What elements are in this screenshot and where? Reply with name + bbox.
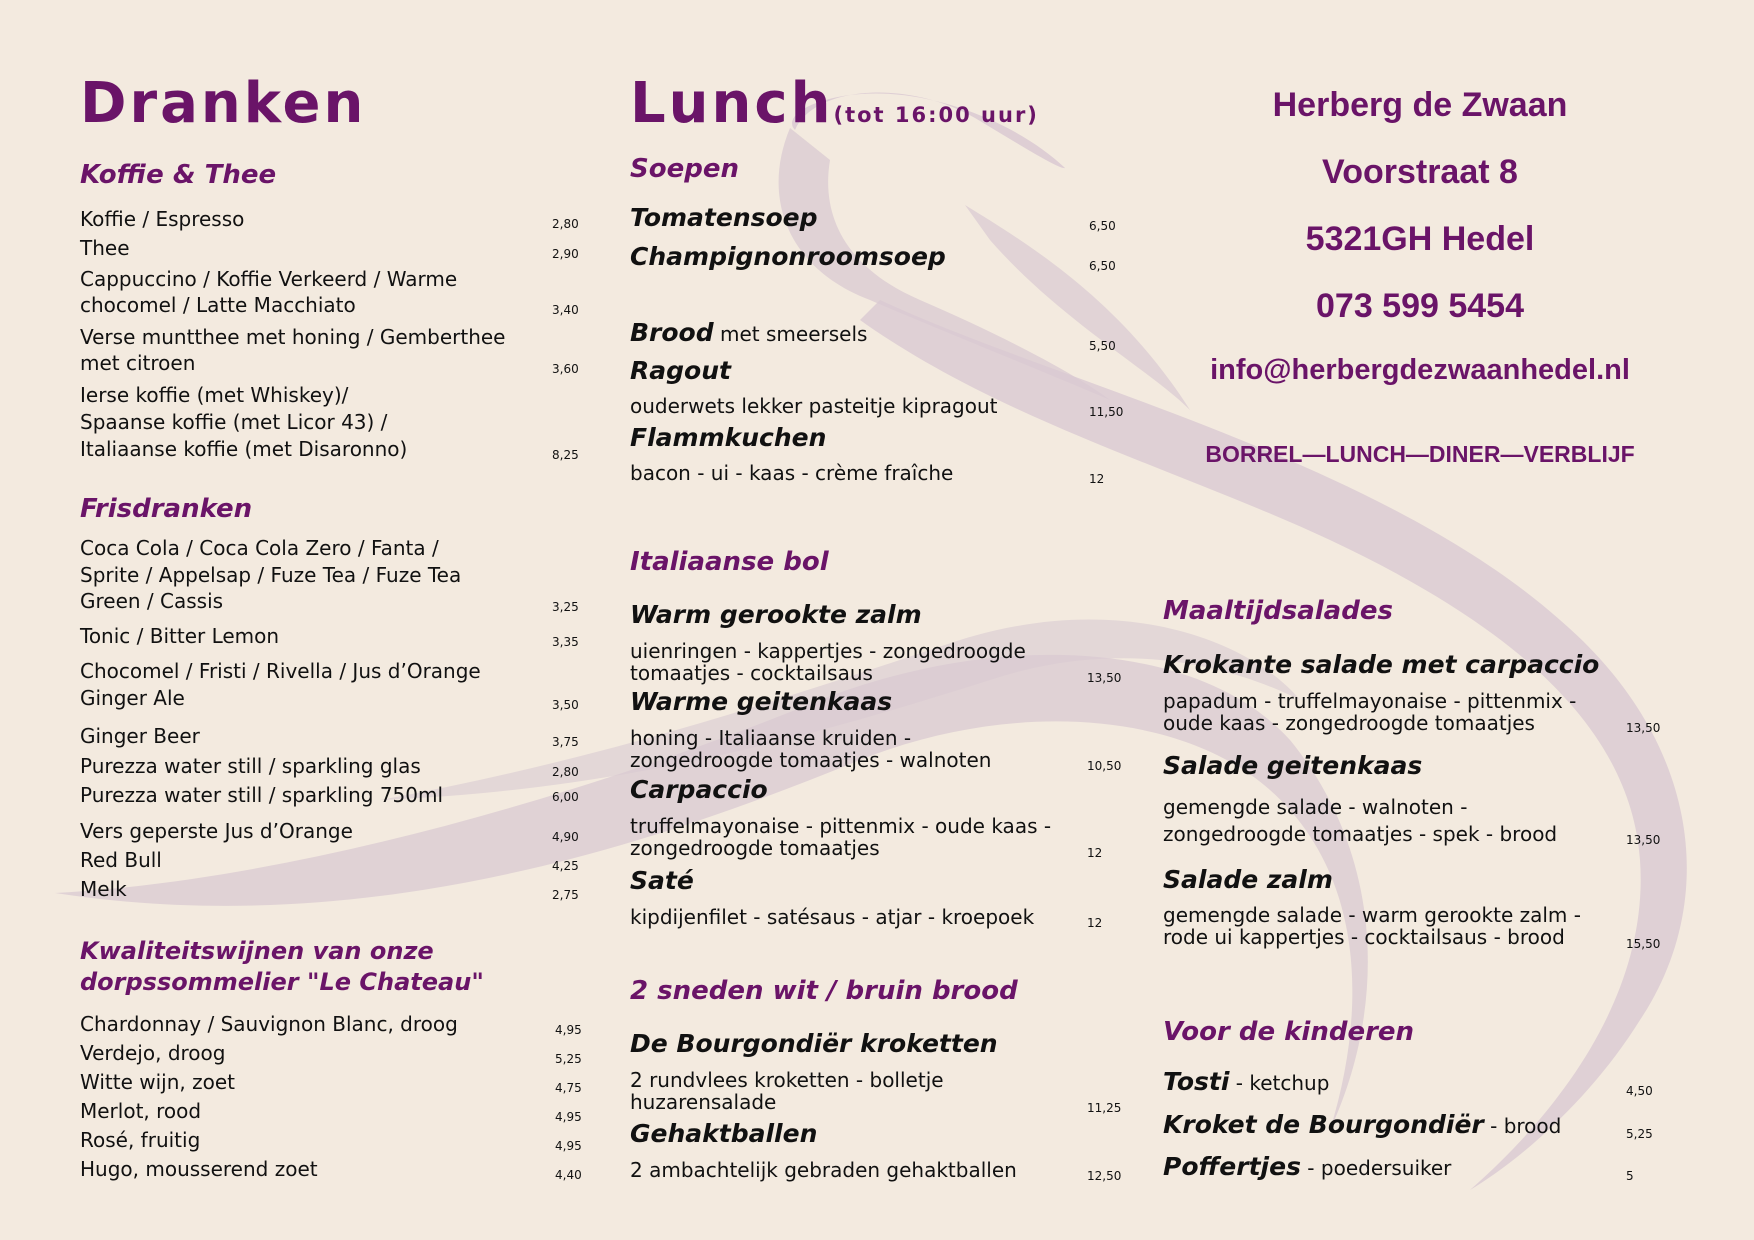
salades-heading: Maaltijdsalades	[1163, 596, 1393, 626]
sneden-item-name: Gehaktballen	[630, 1119, 818, 1148]
fris-item-price: 4,25	[552, 859, 579, 873]
brood-name: Brood	[630, 318, 714, 347]
salade-item-desc: gemengde salade - walnoten -	[1163, 795, 1468, 819]
wijn-item-name: Rosé, fruitig	[80, 1128, 201, 1152]
koffie-item-name: Cappuccino / Koffie Verkeerd / Warme	[80, 267, 458, 291]
brood-desc: met smeersels	[713, 322, 868, 346]
soepen-heading: Soepen	[630, 154, 739, 184]
bol-item-price: 10,50	[1087, 759, 1122, 773]
soep-item-price: 6,50	[1089, 259, 1116, 273]
kinder-item-desc: - brood	[1483, 1114, 1562, 1138]
bol-item-desc: honing - Italiaanse kruiden -	[630, 726, 912, 750]
koffie-item-price: 8,25	[552, 448, 579, 462]
kinderen-heading: Voor de kinderen	[1163, 1017, 1415, 1047]
kinder-item	[1163, 1152, 1451, 1182]
koffie-item-name: chocomel / Latte Macchiato	[80, 293, 356, 317]
kinder-item	[1163, 1067, 1329, 1097]
flamm-desc: bacon - ui - kaas - crème fraîche	[630, 461, 954, 485]
fris-item-name: Purezza water still / sparkling glas	[80, 754, 421, 778]
kinder-item-price: 5	[1626, 1169, 1634, 1183]
koffie-item-name: Verse muntthee met honing / Gemberthee	[80, 325, 506, 349]
fris-item-name: Vers geperste Jus d’Orange	[80, 819, 353, 843]
wijn-item-name: Chardonnay / Sauvignon Blanc, droog	[80, 1012, 458, 1036]
lunch-title-text: Lunch	[630, 71, 834, 136]
bol-heading: Italiaanse bol	[630, 547, 829, 577]
bol-item-desc: uienringen - kappertjes - zongedroogde	[630, 639, 1026, 663]
bol-item-name: Warm gerookte zalm	[630, 600, 922, 629]
salade-item-price: 13,50	[1626, 721, 1661, 735]
fris-heading: Frisdranken	[80, 494, 253, 524]
ragout-price: 11,50	[1089, 405, 1124, 419]
wijn-item-name: Hugo, mousserend zoet	[80, 1157, 318, 1181]
salade-item-desc: zongedroogde tomaatjes - spek - brood	[1163, 822, 1558, 846]
wijn-item-price: 4,95	[555, 1139, 582, 1153]
email-link[interactable]: info@herbergdezwaanhedel.nl	[1210, 354, 1630, 386]
koffie-item-price: 2,80	[552, 217, 579, 231]
address-street: Voorstraat 8	[1322, 153, 1518, 191]
fris-item-name: Purezza water still / sparkling 750ml	[80, 783, 444, 807]
wijn-item-price: 4,95	[555, 1110, 582, 1124]
bol-item-desc: truffelmayonaise - pittenmix - oude kaas -	[630, 814, 1052, 838]
salade-item-price: 13,50	[1626, 833, 1661, 847]
fris-item-price: 2,75	[552, 888, 579, 902]
kinder-item	[1163, 1110, 1561, 1140]
wijn-heading-line: Kwaliteitswijnen van onze	[80, 937, 434, 965]
bol-item-price: 12	[1087, 846, 1103, 860]
ragout-desc: ouderwets lekker pasteitje kipragout	[630, 394, 998, 418]
bol-item-desc: kipdijenfilet - satésaus - atjar - kroepoek	[630, 905, 1035, 929]
fris-item-name: Red Bull	[80, 848, 162, 872]
sneden-item-price: 12,50	[1087, 1169, 1122, 1183]
fris-item-price: 3,50	[552, 698, 579, 712]
salade-item-name: Salade geitenkaas	[1163, 751, 1423, 780]
fris-item-name: Melk	[80, 877, 127, 901]
wijn-heading	[80, 936, 484, 998]
fris-item-price: 3,35	[552, 635, 579, 649]
wijn-item-price: 4,75	[555, 1081, 582, 1095]
soep-item-name: Champignonroomsoep	[630, 242, 946, 271]
sneden-item-desc: 2 rundvlees kroketten - bolletje	[630, 1068, 944, 1092]
fris-item-name: Ginger Ale	[80, 686, 185, 710]
bol-item-name: Carpaccio	[630, 775, 768, 804]
koffie-item-name: Spaanse koffie (met Licor 43) /	[80, 410, 388, 434]
salade-item-price: 15,50	[1626, 937, 1661, 951]
flamm-name: Flammkuchen	[630, 423, 827, 452]
koffie-item-name: Ierse koffie (met Whiskey)/	[80, 383, 349, 407]
fris-item-name: Sprite / Appelsap / Fuze Tea / Fuze Tea	[80, 563, 462, 587]
wijn-heading-line: dorpssommelier "Le Chateau"	[80, 968, 484, 997]
salade-item-name: Salade zalm	[1163, 865, 1333, 894]
salade-item-desc: rode ui kappertjes - cocktailsaus - brood	[1163, 925, 1565, 949]
koffie-item-name: Italiaanse koffie (met Disaronno)	[80, 437, 408, 461]
sneden-item-price: 11,25	[1087, 1101, 1122, 1115]
sneden-heading: 2 sneden wit / bruin brood	[630, 976, 1018, 1006]
kinder-item-desc: - poedersuiker	[1300, 1156, 1452, 1180]
bol-item-desc: zongedroogde tomaatjes - walnoten	[630, 748, 992, 772]
fris-item-price: 2,80	[552, 765, 579, 779]
koffie-item-name: met citroen	[80, 351, 196, 375]
koffie-item-name: Thee	[80, 236, 130, 260]
wijn-item-price: 5,25	[555, 1052, 582, 1066]
koffie-item-price: 3,60	[552, 362, 579, 376]
soep-item-name: Tomatensoep	[630, 203, 818, 232]
wijn-item-price: 4,40	[555, 1168, 582, 1182]
fris-item-price: 3,75	[552, 735, 579, 749]
dranken-title: Dranken	[80, 71, 367, 136]
phone-number: 073 599 5454	[1316, 287, 1524, 325]
kinder-item-name: Poffertjes	[1163, 1152, 1301, 1181]
wijn-item-name: Witte wijn, zoet	[80, 1070, 235, 1094]
address-city: 5321GH Hedel	[1305, 220, 1535, 258]
restaurant-name: Herberg de Zwaan	[1272, 86, 1568, 124]
fris-item-name: Tonic / Bitter Lemon	[80, 624, 280, 648]
tagline: BORREL—LUNCH—DINER—VERBLIJF	[1205, 441, 1635, 467]
bol-item-desc: zongedroogde tomaatjes	[630, 836, 880, 860]
salade-item-desc: papadum - truffelmayonaise - pittenmix -	[1163, 689, 1577, 713]
salade-item-desc: oude kaas - zongedroogde tomaatjes	[1163, 711, 1535, 735]
soep-item-price: 6,50	[1089, 219, 1116, 233]
wijn-item-name: Merlot, rood	[80, 1099, 202, 1123]
sneden-item-name: De Bourgondiër kroketten	[630, 1029, 998, 1058]
fris-item-price: 4,90	[552, 830, 579, 844]
kinder-item-price: 5,25	[1626, 1127, 1653, 1141]
kinder-item-desc: - ketchup	[1229, 1071, 1330, 1095]
bol-item-name: Saté	[630, 866, 694, 895]
wijn-item-name: Verdejo, droog	[80, 1041, 226, 1065]
koffie-item-price: 2,90	[552, 247, 579, 261]
salade-item-desc: gemengde salade - warm gerookte zalm -	[1163, 903, 1581, 927]
kinder-item-name: Tosti	[1163, 1067, 1230, 1096]
fris-item-name: Coca Cola / Coca Cola Zero / Fanta /	[80, 536, 439, 560]
koffie-item-name: Koffie / Espresso	[80, 207, 245, 231]
wijn-item-price: 4,95	[555, 1023, 582, 1037]
koffie-item-price: 3,40	[552, 303, 579, 317]
fris-item-price: 6,00	[552, 790, 579, 804]
lunch-subtitle: (tot 16:00 uur)	[833, 103, 1039, 127]
bol-item-price: 12	[1087, 916, 1103, 930]
kinder-item-name: Kroket de Bourgondiër	[1163, 1110, 1484, 1139]
bol-item-desc: tomaatjes - cocktailsaus	[630, 661, 873, 685]
brood-price: 5,50	[1089, 339, 1116, 353]
fris-item-name: Ginger Beer	[80, 724, 200, 748]
flamm-price: 12	[1089, 472, 1105, 486]
kinder-item-price: 4,50	[1626, 1084, 1653, 1098]
sneden-item-desc: 2 ambachtelijk gebraden gehaktballen	[630, 1158, 1017, 1182]
bol-item-price: 13,50	[1087, 671, 1122, 685]
brood-item	[630, 318, 867, 348]
fris-item-price: 3,25	[552, 600, 579, 614]
fris-item-name: Chocomel / Fristi / Rivella / Jus d’Orange	[80, 659, 481, 683]
koffie-heading: Koffie & Thee	[80, 160, 277, 190]
ragout-name: Ragout	[630, 356, 731, 385]
fris-item-name: Green / Cassis	[80, 589, 224, 613]
salade-item-name: Krokante salade met carpaccio	[1163, 650, 1600, 679]
sneden-item-desc: huzarensalade	[630, 1090, 777, 1114]
bol-item-name: Warme geitenkaas	[630, 687, 893, 716]
lunch-title	[630, 71, 1039, 136]
